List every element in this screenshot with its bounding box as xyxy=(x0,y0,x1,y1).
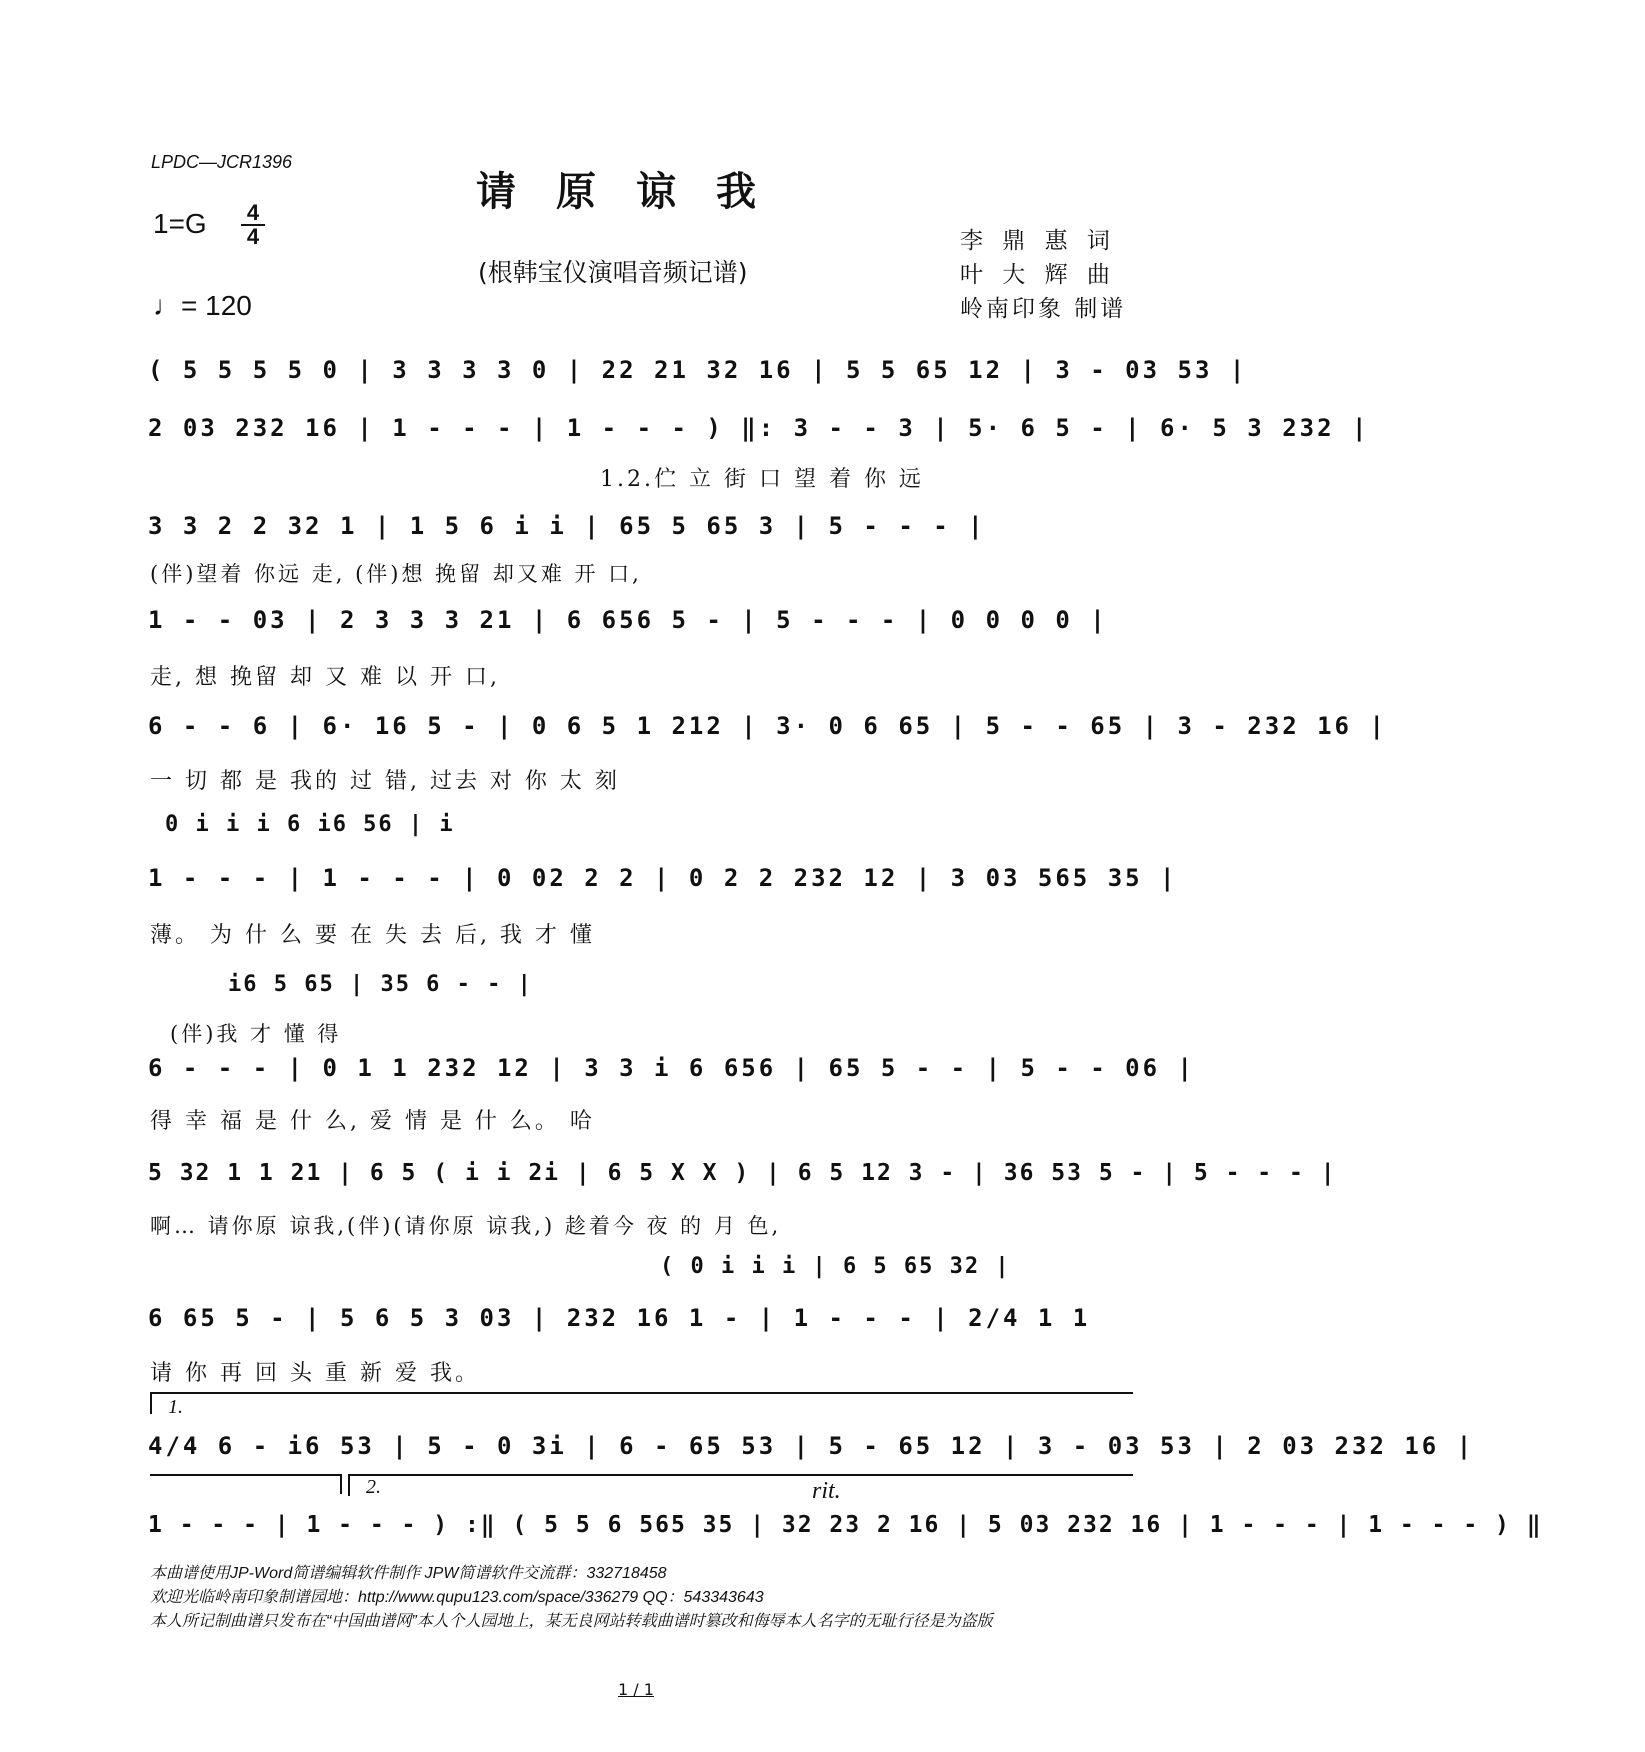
staff-line: ( 0 i i i | 6 5 65 32 | xyxy=(660,1254,1011,1279)
lyric-line: 请 你 再 回 头 重 新 爱 我。 xyxy=(150,1361,480,1386)
staff-line: 6 - - - | 0 1 1 232 12 | 3 3 i 6 656 | 65 5 - - | 5 - - 06 | xyxy=(148,1054,1195,1082)
time-signature-bottom: 4 xyxy=(246,224,260,249)
volta-bracket-1-tick xyxy=(150,1392,152,1414)
lyric-line: 啊… 请你原 谅我,(伴)(请你原 谅我,) 趁着今 夜 的 月 色, xyxy=(150,1214,782,1238)
score-code: LPDC—JCR1396 xyxy=(151,152,293,172)
volta-label-2: 2. xyxy=(366,1476,381,1498)
subtitle: (根韩宝仪演唱音频记谱) xyxy=(478,258,748,287)
staff-line: 1 - - - | 1 - - - | 0 02 2 2 | 0 2 2 232 12 | 3 03 565 35 | xyxy=(148,864,1178,892)
ritardando-marking: rit. xyxy=(812,1478,841,1504)
footer-line: 本人所记制曲谱只发布在“中国曲谱网”本人个人园地上，某无良网站转载曲谱时篡改和侮辱本人名字的无耻行径是为盗版 xyxy=(150,1613,993,1630)
volta-bracket-2 xyxy=(348,1474,1133,1476)
volta-label-1: 1. xyxy=(168,1396,183,1418)
footer-line: 本曲谱使用JP-Word简谱编辑软件制作 JPW简谱软件交流群：332718458 xyxy=(150,1565,667,1582)
credit-composer: 叶 大 辉 曲 xyxy=(960,262,1116,288)
lyric-line: (伴)我 才 懂 得 xyxy=(170,1022,342,1046)
tempo-marking: ♩= 120 xyxy=(153,290,252,321)
staff-line: 3 3 2 2 32 1 | 1 5 6 i i | 65 5 65 3 | 5 - - - | xyxy=(148,512,986,540)
staff-line: i6 5 65 | 35 6 - - | xyxy=(228,972,533,997)
lyric-line: 薄。 为 什 么 要 在 失 去 后, 我 才 懂 xyxy=(150,923,595,948)
volta-bracket-1-end-tick xyxy=(340,1474,342,1494)
staff-line: 1 - - - | 1 - - - ) :‖ ( 5 5 6 565 35 | 32 23 2 16 | 5 03 232 16 | 1 - - - | 1 - - - ) ‖ xyxy=(148,1512,1543,1538)
credit-transcriber: 岭南印象 制谱 xyxy=(960,296,1127,322)
time-signature xyxy=(240,202,266,248)
volta-bracket-2-tick xyxy=(348,1474,350,1496)
staff-line: ( 5 5 5 5 0 | 3 3 3 3 0 | 22 21 32 16 | 5 5 65 12 | 3 - 03 53 | xyxy=(148,356,1248,384)
page-number: 1 / 1 xyxy=(618,1680,654,1699)
staff-line: 0 i i i 6 i6 56 | i xyxy=(165,812,455,837)
lyric-line: (伴)望着 你远 走, (伴)想 挽留 却又难 开 口, xyxy=(150,562,642,586)
lyric-line: 得 幸 福 是 什 么, 爱 情 是 什 么。 哈 xyxy=(150,1109,595,1134)
lyric-line: 一 切 都 是 我的 过 错, 过去 对 你 太 刻 xyxy=(150,769,620,794)
volta-bracket-1-end xyxy=(150,1474,340,1476)
lyric-line: 走, 想 挽留 却 又 难 以 开 口, xyxy=(150,665,500,690)
staff-line: 4/4 6 - i6 53 | 5 - 0 3i | 6 - 65 53 | 5 - 65 12 | 3 - 03 53 | 2 03 232 16 | xyxy=(148,1432,1475,1460)
song-title: 请原谅我 xyxy=(476,168,796,215)
staff-line: 2 03 232 16 | 1 - - - | 1 - - - ) ‖: 3 - - 3 | 5· 6 5 - | 6· 5 3 232 | xyxy=(148,414,1370,442)
lyric-line: 1.2.伫 立 街 口 望 着 你 远 xyxy=(600,467,924,492)
key-signature: 1=G xyxy=(153,208,207,239)
staff-line: 6 - - 6 | 6· 16 5 - | 0 6 5 1 212 | 3· 0 6 65 | 5 - - 65 | 3 - 232 16 | xyxy=(148,712,1387,740)
footer-line: 欢迎光临岭南印象制谱园地：http://www.qupu123.com/space/336279 QQ：543343643 xyxy=(150,1589,764,1606)
staff-line: 1 - - 03 | 2 3 3 3 21 | 6 656 5 - | 5 - - - | 0 0 0 0 | xyxy=(148,606,1108,634)
staff-line: 5 32 1 1 21 | 6 5 ( i i 2i | 6 5 X X ) | 6 5 12 3 - | 36 53 5 - | 5 - - - | xyxy=(148,1160,1337,1186)
credit-lyricist: 李 鼎 惠 词 xyxy=(960,228,1116,254)
staff-line: 6 65 5 - | 5 6 5 3 03 | 232 16 1 - | 1 - - - | 2/4 1 1 xyxy=(148,1304,1091,1332)
time-signature-top: 4 xyxy=(246,200,260,225)
volta-bracket-1 xyxy=(150,1392,1133,1394)
